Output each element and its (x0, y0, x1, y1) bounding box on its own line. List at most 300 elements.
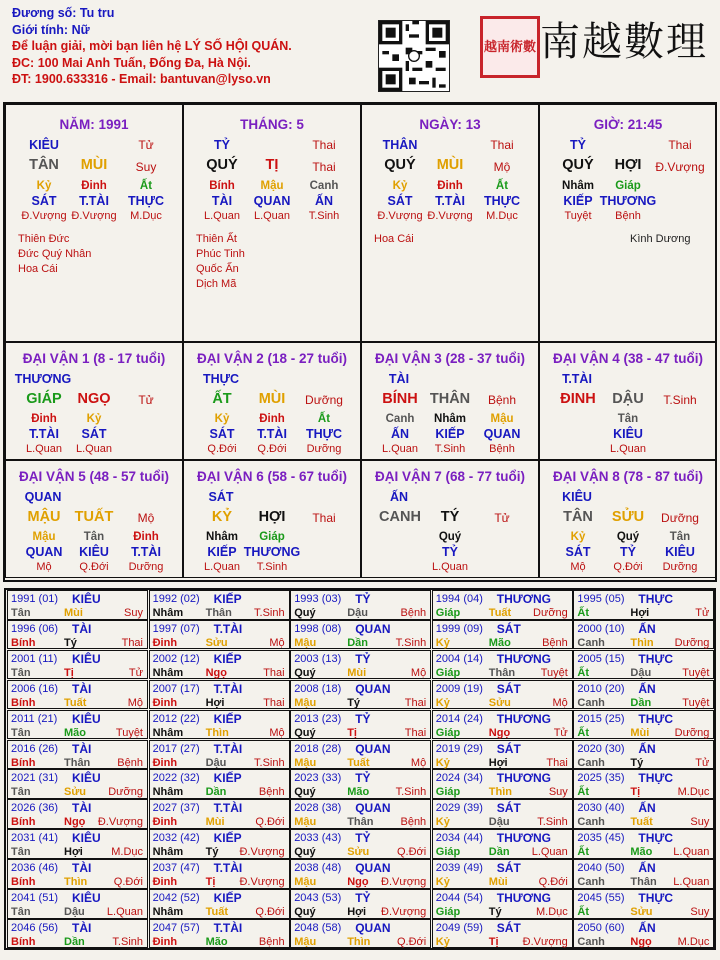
year-cell (573, 799, 714, 829)
year-ten-god: SÁT (496, 681, 521, 696)
year-state: Dưỡng (108, 786, 143, 799)
year-label: 2003 (13) (294, 652, 342, 665)
luck-hidden-state: Bệnh (489, 443, 515, 455)
year-branch: Thân (205, 607, 232, 619)
year-label: 2031 (41) (11, 832, 59, 845)
year-label: 2009 (19) (435, 682, 483, 695)
year-branch: Mão (64, 726, 86, 739)
luck-state: Thai (312, 511, 336, 525)
star-item: Thiên Đức (18, 233, 70, 245)
luck-pillar-title: ĐẠI VẬN 4 (38 - 47 tuổi) (552, 351, 704, 366)
luck-pillar-cell (539, 342, 717, 460)
year-stem: Mậu (294, 816, 317, 829)
luck-pillar-title: ĐẠI VẬN 3 (28 - 37 tuổi) (374, 351, 526, 366)
year-state: Suy (548, 786, 568, 799)
year-label: 2032 (42) (152, 832, 200, 845)
luck-hidden-stem: Ất (317, 413, 331, 425)
year-label: 1993 (03) (294, 593, 342, 605)
year-cell (573, 710, 714, 740)
luck-hidden-stem: Đinh (259, 413, 285, 425)
year-stem: Kỷ (435, 636, 450, 649)
luck-pillar-cell (183, 342, 361, 460)
year-state: Suy (690, 816, 710, 829)
year-label: 1997 (07) (152, 622, 200, 635)
year-cell (290, 710, 431, 740)
hidden-state: T.Sinh (308, 210, 340, 222)
hidden-ten-god: THỰC (127, 194, 165, 208)
year-stem: Bính (11, 876, 36, 889)
year-label: 2001 (11) (11, 652, 58, 665)
year-branch: Tý (488, 906, 502, 918)
year-branch: Mão (630, 846, 653, 859)
year-branch: Sửu (488, 696, 511, 709)
year-cell (149, 829, 290, 859)
year-cell (573, 680, 714, 710)
year-ten-god: THƯƠNG (496, 891, 551, 905)
year-branch: Ngọ (347, 876, 369, 889)
year-ten-god: TỶ (355, 831, 371, 846)
luck-hidden-god: KIẾP (435, 427, 465, 441)
year-ten-god: T.TÀI (213, 741, 243, 756)
year-state: Q.Đới (396, 935, 427, 948)
hidden-stem: Đinh (81, 180, 107, 192)
year-stem: Tân (11, 607, 31, 619)
year-ten-god: TỶ (355, 651, 371, 666)
year-stem: Giáp (435, 906, 461, 918)
luck-ten-god: THƯƠNG (14, 372, 72, 386)
year-stem: Nhâm (152, 786, 184, 799)
year-cell (432, 769, 573, 799)
year-ten-god: T.TÀI (213, 621, 243, 636)
star-item: Hoa Cái (374, 233, 414, 245)
earthly-branch: TỊ (265, 157, 279, 173)
year-ten-god: T.TÀI (213, 801, 243, 816)
hidden-ten-god: SÁT (387, 194, 413, 208)
luck-branch: MÙI (258, 391, 286, 407)
luck-hidden-state: Q.Đới (613, 561, 643, 573)
luck-hidden-stem: Tân (669, 531, 691, 543)
luck-hidden-state: L.Quan (431, 561, 469, 573)
year-ten-god: THỰC (638, 592, 674, 606)
year-branch: Tị (630, 786, 641, 799)
growth-state: Mộ (493, 160, 511, 174)
luck-ten-god: T.TÀI (562, 372, 592, 386)
pillar-cell (361, 104, 539, 342)
stem-state: Thai (668, 138, 692, 152)
luck-hidden-stem: Kỷ (570, 531, 586, 543)
luck-branch: DẬU (612, 391, 644, 407)
luck-hidden-state: Q.Đới (207, 443, 237, 455)
year-cell (7, 799, 148, 829)
year-label: 1995 (05) (577, 593, 625, 605)
hidden-state: M.Dục (130, 210, 162, 222)
year-cell (290, 769, 431, 799)
pillars-and-luck-grid (3, 102, 717, 582)
year-branch: Dần (347, 636, 368, 649)
year-stem: Quý (294, 786, 316, 799)
year-state: Mộ (269, 636, 285, 649)
pillar-title: THÁNG: 5 (240, 117, 304, 132)
year-stem: Mậu (294, 636, 317, 649)
year-ten-god: THƯƠNG (496, 771, 551, 786)
luck-hidden-god: THỰC (305, 427, 343, 441)
year-state: Dưỡng (674, 636, 710, 649)
year-branch: Hợi (488, 756, 508, 769)
stem-state: Thai (312, 138, 336, 152)
year-label: 2016 (26) (11, 742, 59, 755)
year-ten-god: KIẾP (213, 831, 242, 846)
pillar-cell (5, 104, 183, 342)
hidden-ten-god: SÁT (31, 194, 57, 208)
year-state: Tuyệt (540, 666, 568, 679)
luck-hidden-state: L.Quan (381, 443, 419, 455)
info-line: Để luận giải, mời bạn liên hệ LÝ SỐ HỘI QUÁN. (12, 39, 292, 53)
year-branch: Tị (205, 876, 216, 889)
year-state: Đ.Vượng (97, 816, 143, 829)
year-branch: Dần (205, 786, 227, 799)
year-state: T.Sinh (254, 756, 285, 769)
year-stem: Bính (11, 756, 36, 769)
year-label: 2002 (12) (152, 652, 200, 665)
info-line: Đương số: Tu tru (12, 6, 115, 20)
year-ten-god: QUAN (355, 741, 391, 756)
year-label: 2029 (39) (435, 802, 483, 815)
year-label: 2014 (24) (435, 712, 483, 725)
year-ten-god: THƯƠNG (496, 711, 551, 726)
luck-hidden-state: L.Quan (609, 443, 647, 455)
year-label: 2034 (44) (435, 832, 483, 845)
year-stem: Đinh (152, 756, 178, 769)
year-ten-god: QUAN (355, 621, 391, 636)
luck-state: Tử (494, 511, 510, 525)
year-cell (149, 710, 290, 740)
year-branch: Tị (64, 666, 74, 679)
year-stem: Nhâm (152, 607, 184, 619)
year-cell (432, 710, 573, 740)
luck-hidden-god: T.TÀI (131, 545, 161, 559)
year-ten-god: THỰC (638, 711, 674, 726)
year-state: M.Dục (536, 906, 568, 918)
year-label: 2039 (49) (435, 862, 483, 875)
year-stem: Đinh (152, 816, 178, 829)
year-branch: Thân (630, 876, 657, 889)
info-line: ĐT: 1900.633316 - Email: bantuvan@lyso.vn (12, 72, 271, 86)
year-stem: Tân (11, 726, 31, 739)
ten-god-top: THÂN (382, 138, 418, 152)
luck-hidden-state: L.Quan (25, 443, 63, 455)
luck-state: Dưỡng (661, 511, 699, 525)
luck-hidden-god: SÁT (81, 427, 107, 441)
year-state: T.Sinh (395, 636, 427, 649)
year-state: Thai (263, 696, 285, 709)
year-branch: Ngọ (205, 666, 227, 679)
year-ten-god: TÀI (72, 621, 92, 636)
year-branch: Tuất (205, 906, 228, 918)
luck-hidden-state: Mộ (36, 561, 52, 573)
year-branch: Mùi (630, 726, 650, 739)
year-ten-god: QUAN (355, 861, 391, 876)
heavenly-stem: QUÝ (562, 157, 594, 173)
year-cell (432, 829, 573, 859)
red-seal (480, 16, 540, 78)
year-branch: Dậu (64, 906, 85, 918)
year-branch: Sửu (347, 846, 370, 859)
year-state: Thai (263, 666, 285, 679)
year-ten-god: SÁT (496, 801, 521, 816)
luck-branch: NGỌ (77, 391, 111, 407)
year-stem: Giáp (435, 666, 461, 679)
year-label: 1991 (01) (11, 593, 59, 605)
luck-pillar-cell (183, 460, 361, 578)
year-ten-god: TÀI (72, 801, 92, 816)
qr-code[interactable] (378, 20, 450, 92)
luck-hidden-god: ẤN (390, 427, 410, 441)
hidden-stem: Nhâm (562, 180, 594, 192)
year-stem: Giáp (435, 726, 461, 739)
year-branch: Thân (347, 816, 374, 829)
year-state: Mộ (410, 756, 427, 769)
year-label: 2019 (29) (435, 742, 483, 755)
year-cell (290, 919, 431, 949)
luck-ten-god: ẤN (389, 490, 409, 504)
luck-ten-god: THỰC (202, 372, 240, 386)
year-branch: Thân (488, 666, 516, 679)
year-label: 2045 (55) (577, 892, 625, 904)
luck-state: Dưỡng (305, 393, 343, 407)
star-item: Quốc Ấn (196, 263, 239, 275)
luck-hidden-state: T.Sinh (434, 443, 466, 455)
year-stem: Tân (11, 666, 31, 679)
luck-hidden-state: Dưỡng (128, 561, 164, 573)
hidden-ten-god: QUAN (253, 194, 291, 208)
year-cell (290, 620, 431, 650)
year-cell (432, 799, 573, 829)
year-label: 2043 (53) (294, 892, 342, 904)
year-label: 2010 (20) (577, 682, 625, 695)
year-branch: Tuất (488, 607, 512, 619)
year-ten-god: KIÊU (72, 771, 101, 786)
year-ten-god: KIÊU (72, 831, 101, 846)
year-label: 2005 (15) (577, 652, 625, 665)
hidden-state: M.Dục (486, 210, 518, 222)
year-cell (432, 859, 573, 889)
year-stem: Bính (11, 696, 36, 709)
seal-text: 越南術數 (483, 39, 536, 55)
year-label: 2050 (60) (577, 921, 625, 934)
year-stem: Giáp (435, 846, 461, 859)
year-state: Tuyệt (682, 666, 710, 679)
year-cell (7, 769, 148, 799)
year-state: Tuyệt (682, 696, 710, 709)
year-branch: Thìn (347, 935, 371, 948)
year-label: 2021 (31) (11, 772, 59, 785)
luck-branch: TÝ (440, 509, 460, 525)
luck-hidden-god: QUAN (25, 545, 63, 559)
year-ten-god: THƯƠNG (496, 831, 551, 846)
ten-god-top: TỶ (570, 138, 586, 152)
year-branch: Mão (488, 636, 511, 649)
year-cell (149, 799, 290, 829)
year-branch: Tuất (64, 696, 87, 709)
year-label: 2000 (10) (577, 622, 625, 635)
year-cell (149, 919, 290, 949)
year-stem: Nhâm (152, 726, 184, 739)
luck-state: Bệnh (487, 393, 517, 407)
year-state: Q.Đới (113, 876, 143, 889)
year-label: 1996 (06) (11, 622, 59, 635)
hidden-ten-god: TÀI (211, 194, 233, 208)
year-cell (149, 650, 290, 680)
info-line: Giới tính: Nữ (12, 22, 90, 37)
year-branch: Mão (205, 935, 228, 948)
year-label: 2033 (43) (294, 832, 342, 845)
hidden-stem: Ất (495, 180, 509, 192)
luck-stem: KỶ (211, 509, 233, 525)
hidden-ten-god: ẤN (314, 194, 334, 208)
hidden-state: L.Quan (203, 210, 241, 222)
hidden-state: Đ.Vượng (21, 210, 67, 222)
hidden-state: Đ.Vượng (71, 210, 117, 222)
year-stem: Ất (577, 846, 589, 859)
year-stem: Kỷ (435, 696, 450, 709)
year-cell (7, 740, 148, 770)
luck-hidden-god: KIÊU (665, 545, 695, 559)
pillar-title: GIỜ: 21:45 (593, 117, 663, 132)
year-label: 2004 (14) (435, 652, 483, 665)
pillar-cell (539, 104, 717, 342)
year-state: Thai (546, 756, 568, 769)
year-label: 2042 (52) (152, 892, 200, 904)
hidden-state: Bệnh (615, 210, 641, 222)
year-state: M.Dục (677, 786, 710, 799)
year-cell (149, 740, 290, 770)
growth-state: Đ.Vượng (655, 160, 705, 174)
year-branch: Sửu (64, 786, 87, 799)
year-state: Đ.Vượng (522, 935, 568, 948)
year-branch: Dần (488, 846, 510, 859)
year-branch: Thìn (205, 726, 229, 739)
year-ten-god: KIẾP (213, 592, 242, 606)
year-branch: Tị (347, 726, 357, 739)
year-ten-god: QUAN (355, 681, 391, 696)
star-item: Dịch Mã (196, 278, 237, 290)
year-branch: Tuất (630, 816, 653, 829)
year-ten-god: TỶ (355, 711, 371, 726)
luck-hidden-stem: Quý (616, 531, 640, 543)
year-state: Mộ (127, 696, 143, 709)
year-state: Bệnh (400, 607, 427, 619)
luck-stem: BÍNH (382, 391, 418, 407)
year-branch: Dậu (488, 816, 510, 829)
star-item: Hoa Cái (18, 263, 58, 275)
year-stem: Mậu (294, 756, 317, 769)
luck-pillar-title: ĐẠI VẬN 7 (68 - 77 tuổi) (374, 469, 526, 484)
year-branch: Ngọ (488, 726, 511, 739)
year-branch: Tị (488, 935, 499, 948)
luck-pillar-title: ĐẠI VẬN 8 (78 - 87 tuổi) (552, 469, 704, 484)
year-branch: Hợi (205, 696, 225, 709)
year-stem: Đinh (152, 876, 178, 889)
luck-hidden-stem: Kỷ (86, 413, 102, 425)
year-stem: Tân (11, 846, 31, 859)
year-ten-god: QUAN (355, 920, 391, 935)
year-state: Bệnh (400, 816, 427, 829)
year-cell (573, 919, 714, 949)
year-branch: Thìn (630, 636, 654, 649)
year-cell (432, 620, 573, 650)
year-cell (290, 829, 431, 859)
year-cell (7, 590, 148, 620)
year-state: Suy (124, 607, 143, 619)
year-branch: Thìn (488, 786, 513, 799)
year-cell (432, 919, 573, 949)
luck-hidden-stem: Tân (83, 531, 105, 543)
luck-hidden-god: T.TÀI (257, 427, 287, 441)
hidden-state: Đ.Vượng (377, 210, 423, 222)
year-stem: Ất (577, 906, 589, 918)
luck-ten-god: TÀI (388, 372, 410, 386)
year-state: T.Sinh (254, 607, 285, 619)
year-label: 2036 (46) (11, 862, 59, 875)
luck-hidden-stem: Giáp (259, 531, 285, 543)
year-state: Tử (695, 607, 710, 619)
year-ten-god: TÀI (72, 920, 92, 935)
luck-state: T.Sinh (663, 393, 697, 407)
year-cell (7, 710, 148, 740)
luck-hidden-god: QUAN (483, 427, 521, 441)
year-ten-god: KIÊU (72, 891, 101, 905)
year-stem: Nhâm (152, 846, 184, 859)
year-branch: Mùi (64, 607, 83, 619)
luck-state: Tử (138, 393, 154, 407)
earthly-branch: HỢI (614, 157, 642, 173)
year-stem: Ất (577, 607, 589, 619)
luck-stem: GIÁP (26, 391, 62, 407)
luck-stem: ẤT (212, 391, 232, 407)
year-cell (149, 680, 290, 710)
year-ten-god: ẤN (638, 920, 656, 935)
year-state: Đ.Vượng (239, 876, 285, 889)
year-state: M.Dục (111, 846, 143, 859)
ten-god-top: KIÊU (29, 138, 59, 152)
year-label: 2038 (48) (294, 862, 342, 875)
hidden-ten-god: T.TÀI (435, 194, 465, 208)
annual-cycle-table (4, 588, 716, 950)
year-stem: Giáp (435, 786, 461, 799)
luck-pillar-cell (5, 342, 183, 460)
year-cell (290, 650, 431, 680)
luck-hidden-god: TỶ (620, 545, 636, 559)
year-ten-god: KIÊU (72, 711, 101, 726)
hidden-stem: Kỷ (392, 180, 408, 192)
earthly-branch: MÙI (80, 157, 108, 173)
year-ten-god: TỶ (355, 592, 371, 606)
star-item: Kình Dương (630, 233, 691, 245)
year-ten-god: ẤN (638, 621, 656, 636)
year-label: 2008 (18) (294, 682, 342, 695)
star-item: Đức Quý Nhân (18, 248, 92, 260)
year-ten-god: THƯƠNG (496, 592, 551, 606)
year-label: 2041 (51) (11, 892, 59, 904)
year-branch: Thân (64, 756, 91, 769)
year-ten-god: SÁT (496, 920, 521, 935)
year-ten-god: KIẾP (213, 651, 242, 666)
year-stem: Quý (294, 666, 316, 679)
year-label: 1994 (04) (435, 593, 483, 605)
year-ten-god: TÀI (72, 741, 92, 756)
year-stem: Ất (577, 786, 589, 799)
year-label: 2006 (16) (11, 682, 59, 695)
